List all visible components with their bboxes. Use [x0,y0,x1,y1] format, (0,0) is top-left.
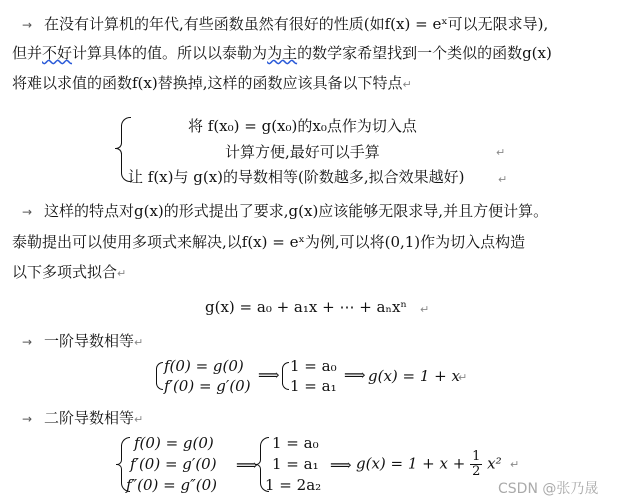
second-cond-1: f(0) = g(0) [134,434,214,452]
brace-top [260,437,269,446]
brace-line [121,445,122,459]
text-segment: 二阶导数相等 [44,409,135,427]
second-cond-3: f″(0) = g″(0) [126,476,217,494]
paragraph-mark-icon: ↵ [510,458,520,471]
brace-line [260,445,261,459]
first-result-2: 1 = a₁ [290,377,337,395]
polynomial-formula: g(x) = a₀ + a₁x + ⋯ + aₙxⁿ [205,298,407,316]
text-segment: 计算 [72,44,103,62]
brace-top [282,362,289,369]
fraction-numerator: 1 [472,449,481,464]
implies-symbol: ⟹ [258,366,280,384]
text-segment: 一阶导数相等 [44,332,135,350]
fraction [470,450,482,479]
first-order-heading [44,331,143,353]
first-result-1: 1 = a₀ [290,357,337,375]
fraction-denominator: 2 [472,464,481,479]
second-result-formula [356,450,502,479]
implies-symbol: ⟹ [344,366,366,384]
second-result-2: 1 = a₁ [272,455,319,473]
para2-line2: 泰勒提出可以使用多项式来解决,以f(x) = eˣ为例,可以将(0,1)作为切入点构造 [12,233,526,251]
bullet-arrow: → [22,412,33,426]
first-cond-2: f′(0) = g′(0) [164,377,251,395]
text-segment: 具体的值。所以以泰勒为 [102,44,268,62]
paragraph-mark-icon: ↵ [420,303,430,316]
brace-line [121,154,122,172]
para1-line1: 在没有计算机的年代,有些函数虽然有很好的性质(如f(x) = eˣ可以无限求导), [44,15,549,33]
bullet-arrow: → [22,18,33,32]
text-segment: 的数学家希望找到一个类似的函数g(x) [297,44,552,62]
brace-top [121,117,131,127]
first-cond-1: f(0) = g(0) [164,357,244,375]
para1-line2 [12,43,552,63]
paragraph-mark-icon: ↵ [458,371,468,384]
feature-1: 将 f(x₀) = g(x₀)的x₀点作为切入点 [188,117,417,135]
brace-bottom [282,383,289,390]
watermark: CSDN @张乃晟 [498,481,599,497]
para2-line3 [12,262,126,284]
bullet-arrow: → [22,335,33,349]
implies-symbol: ⟹ [330,456,352,474]
text-segment: 以下多项式拟合 [12,263,118,281]
paragraph-mark-icon: ↵ [496,146,506,159]
brace-line [282,368,283,384]
paragraph-mark-icon: ↵ [117,267,127,280]
second-order-heading [44,408,143,430]
text-segment: x² [487,454,502,473]
brace-bottom [156,383,163,390]
second-result-1: 1 = a₀ [272,434,319,452]
para2-line1: 这样的特点对g(x)的形式提出了要求,g(x)应该能够无限求导,并且方便计算。 [44,202,549,220]
first-result-formula: g(x) = 1 + x [368,367,460,385]
brace-line [121,125,122,143]
paragraph-mark-icon: ↵ [402,78,412,91]
text-segment: g(x) = 1 + x + [356,454,466,473]
feature-2: 计算方便,最好可以手算 [225,143,380,161]
spellcheck-underline: 为主 [267,44,298,62]
feature-3: 让 f(x)与 g(x)的导数相等(阶数越多,拟合效果越好) [128,168,465,186]
implies-symbol: ⟹ [236,456,258,474]
spellcheck-underline: 不好 [42,44,73,62]
second-cond-2: f′(0) = g′(0) [130,455,217,473]
text-segment: 将难以求值的函数f(x)替换掉,这样的函数应该具备以下特点 [12,74,403,92]
paragraph-mark-icon: ↵ [498,173,508,186]
brace-top [121,437,130,446]
second-result-3: 1 = 2a₂ [265,476,322,494]
brace-line [260,469,261,483]
brace-top [156,362,163,369]
bullet-arrow: → [22,205,33,219]
brace-line [121,469,122,483]
brace-line [156,368,157,384]
paragraph-mark-icon: ↵ [134,413,144,426]
text-segment: 但并 [12,44,43,62]
para1-line3 [12,73,412,95]
paragraph-mark-icon: ↵ [134,336,144,349]
